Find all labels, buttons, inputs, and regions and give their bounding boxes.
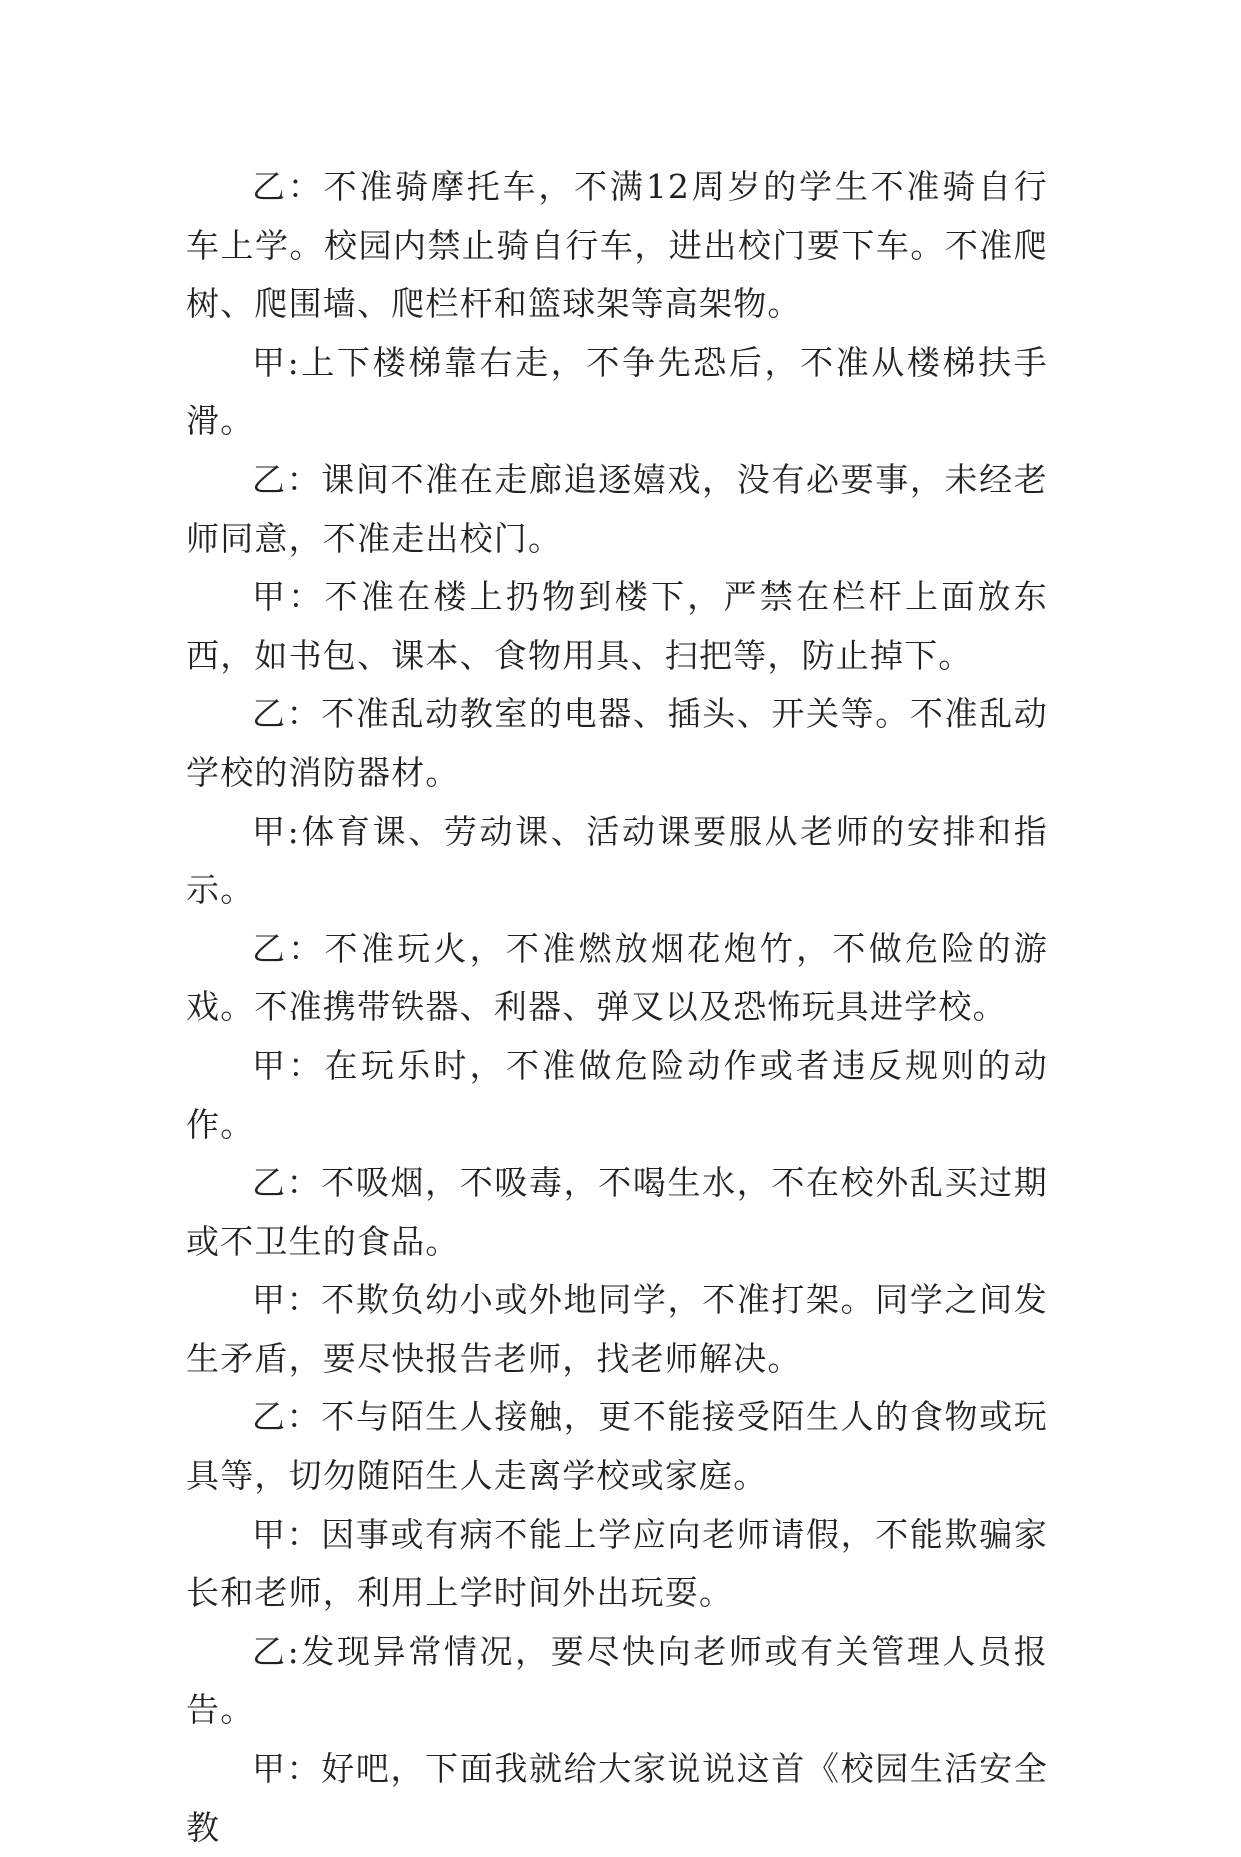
paragraph: 乙：不准骑摩托车，不满12周岁的学生不准骑自行车上学。校园内禁止骑自行车，进出校门要下车。不准爬树、爬围墙、爬栏杆和篮球架等高架物。 [186, 167, 1048, 324]
paragraph: 乙：不准玩火，不准燃放烟花炮竹，不做危险的游戏。不准携带铁器、利器、弹叉以及恐怖玩具进学校。 [186, 928, 1048, 1027]
paragraph: 乙：不与陌生人接触，更不能接受陌生人的食物或玩具等，切勿随陌生人走离学校或家庭。 [186, 1397, 1048, 1496]
paragraph: 乙：不吸烟，不吸毒，不喝生水，不在校外乱买过期或不卫生的食品。 [186, 1163, 1048, 1261]
paragraph: 乙：不准乱动教室的电器、插头、开关等。不准乱动学校的消防器材。 [186, 694, 1048, 792]
paragraph: 甲：不欺负幼小或外地同学，不准打架。同学之间发生矛盾，要尽快报告老师，找老师解决。 [186, 1280, 1048, 1378]
document-body [186, 158, 1048, 1857]
paragraph: 乙:发现异常情况，要尽快向老师或有关管理人员报告。 [186, 1631, 1048, 1730]
paragraph: 甲：因事或有病不能上学应向老师请假，不能欺骗家长和老师，利用上学时间外出玩耍。 [186, 1514, 1048, 1613]
paragraph: 甲:体育课、劳动课、活动课要服从老师的安排和指示。 [186, 811, 1048, 910]
paragraph: 乙：课间不准在走廊追逐嬉戏，没有必要事，未经老师同意，不准走出校门。 [186, 459, 1048, 558]
paragraph: 甲：在玩乐时，不准做危险动作或者违反规则的动作。 [186, 1045, 1048, 1144]
paragraph: 甲：好吧，下面我就给大家说说这首《校园生活安全教 [186, 1749, 1048, 1847]
paragraph: 甲：不准在楼上扔物到楼下，严禁在栏杆上面放东西，如书包、课本、食物用具、扫把等，防止掉下。 [186, 577, 1048, 675]
paragraph: 甲:上下楼梯靠右走，不争先恐后，不准从楼梯扶手滑。 [186, 342, 1048, 441]
